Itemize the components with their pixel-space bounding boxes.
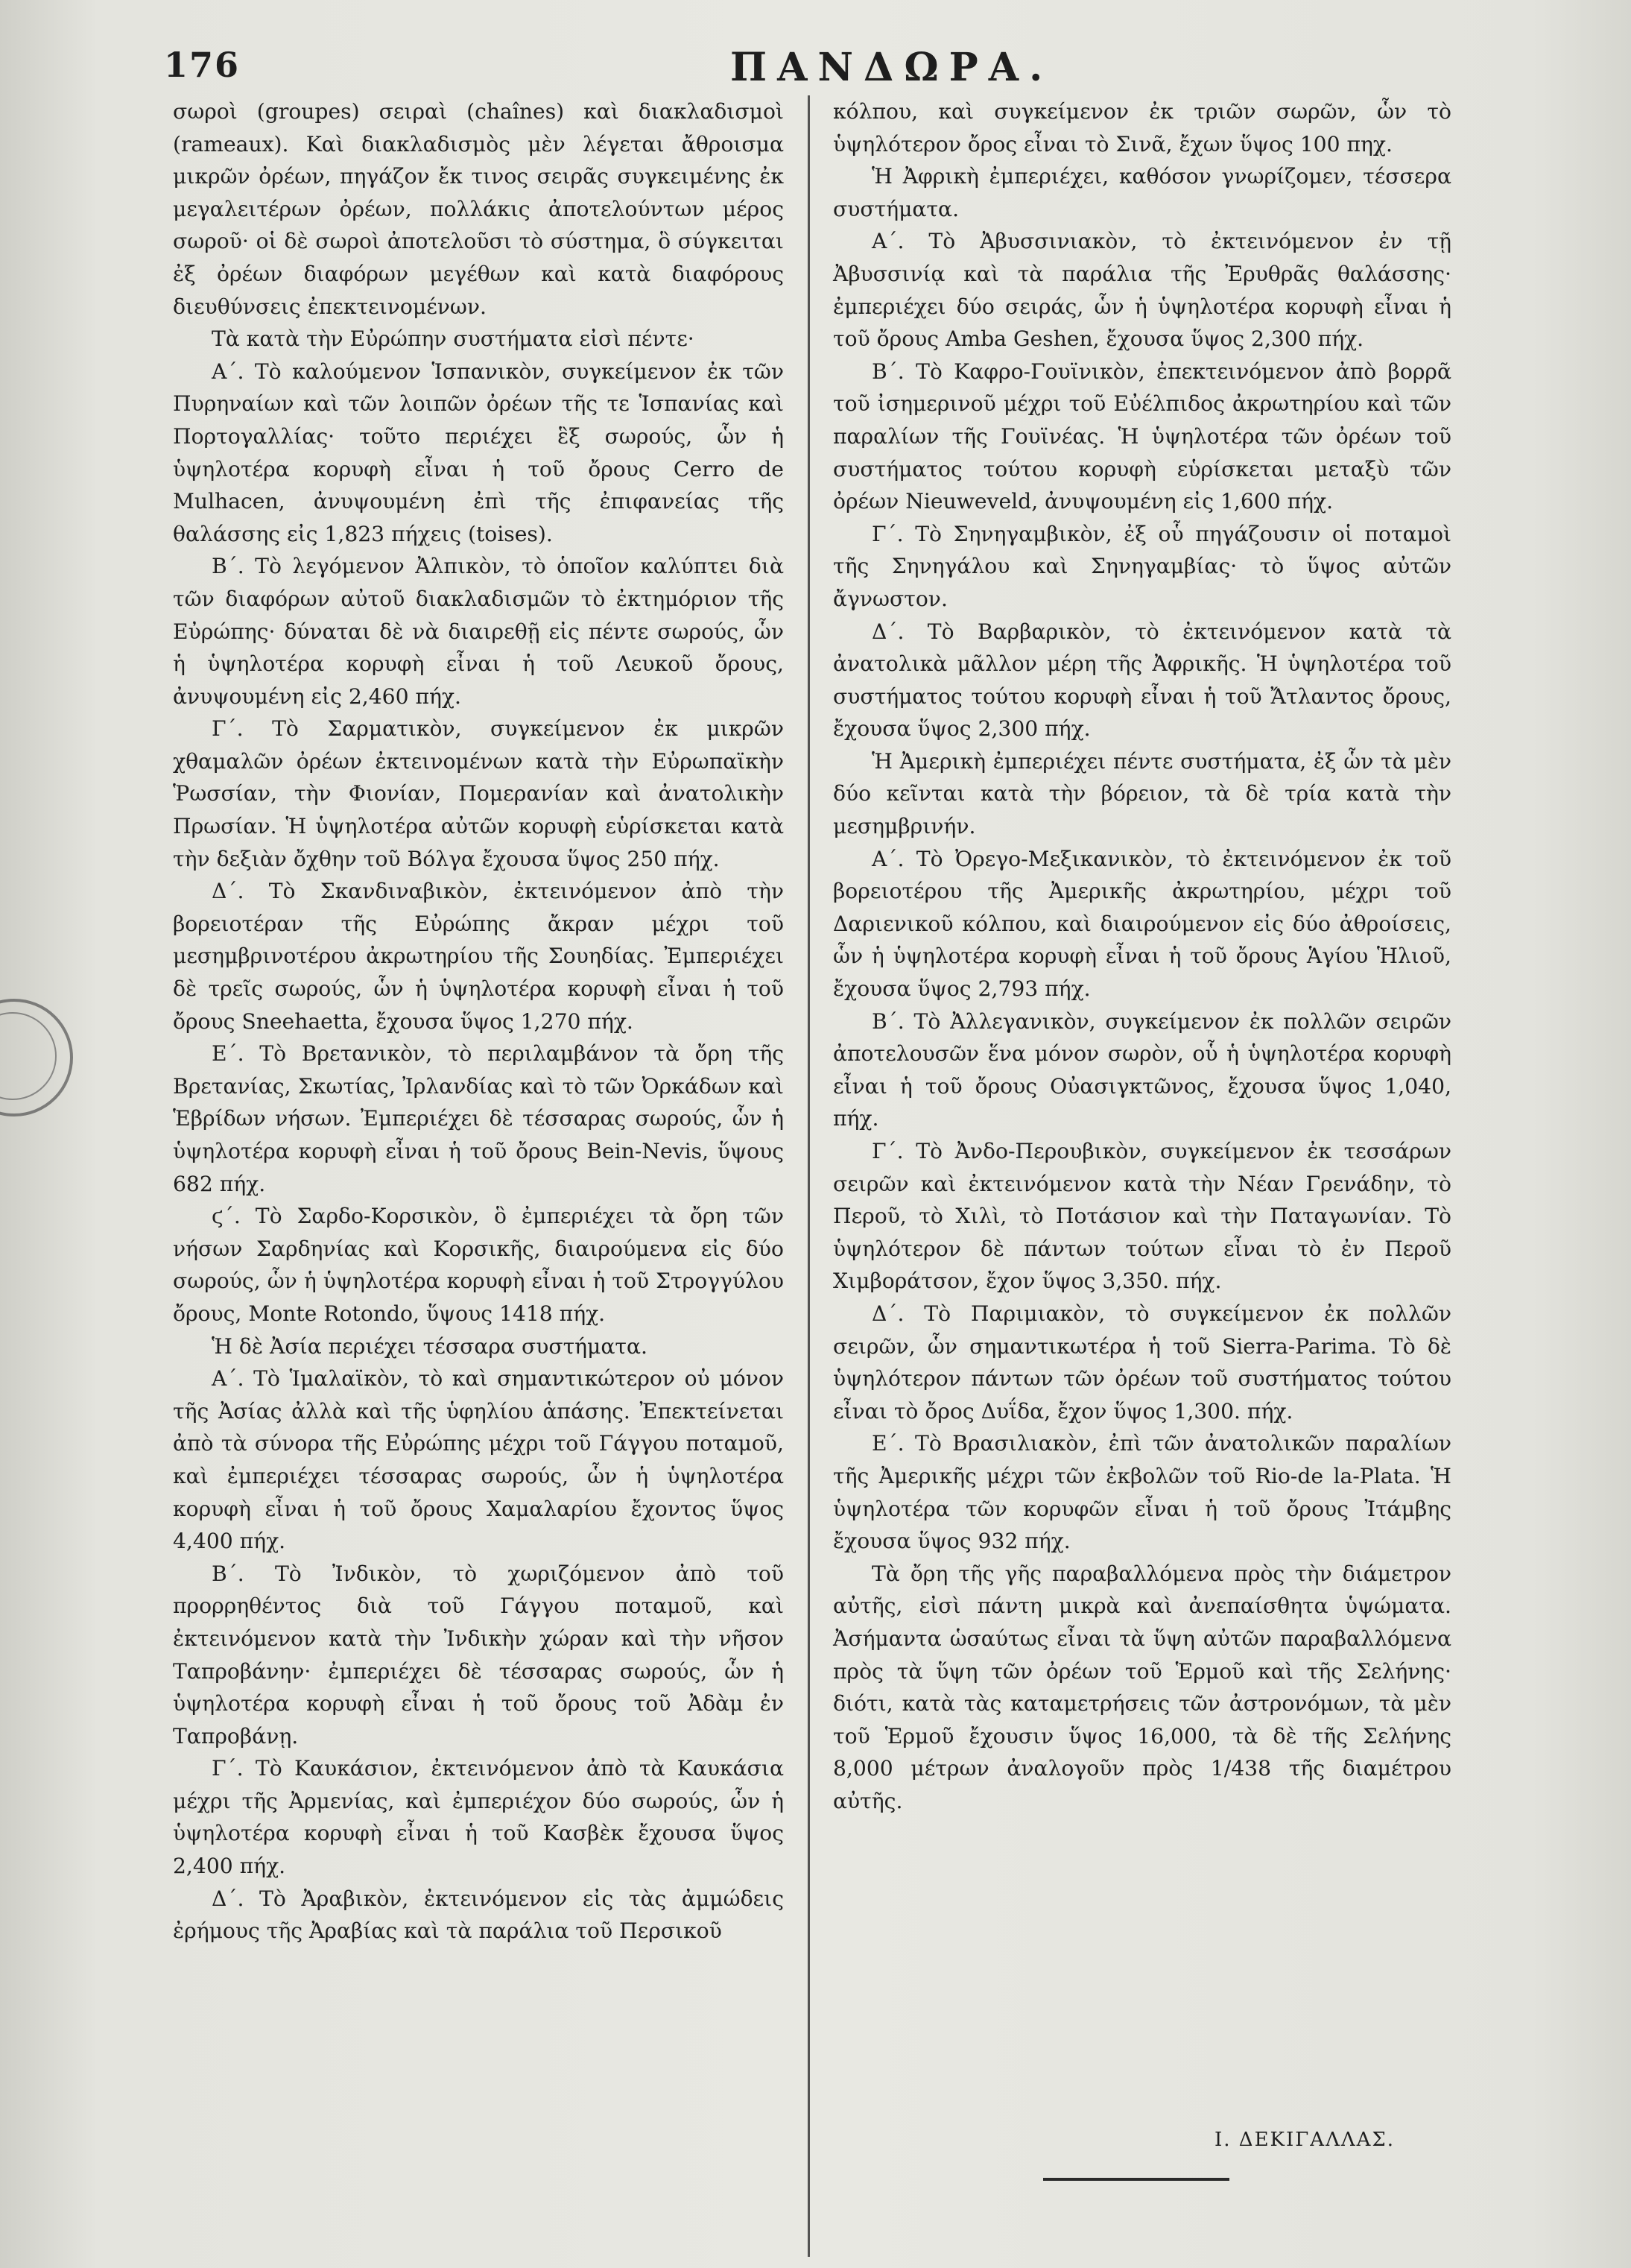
paragraph: Γ΄. Τὸ Σηνηγαμβικὸν, ἐξ οὗ πηγάζουσιν οἱ ποταμοὶ τῆς Σηνηγάλου καὶ Σηνηγαμβίας· τὸ ὕψος αὐτῶν ἄγνωστον. [833, 521, 1451, 611]
paragraph: Δ΄. Τὸ Παριμιακὸν, τὸ συγκείμενον ἐκ πολλῶν σειρῶν, ὧν σημαντικωτέρα ἡ τοῦ Sierra-Parima. Τὸ δὲ ὑψηλότερον πάντων τῶν ὀρέων τοῦ συστήματος τούτου εἶναι τὸ ὄρος Δυΐδα, ἔχον ὕψος 1,300. πήχ. [833, 1301, 1451, 1424]
paragraph: Γ΄. Τὸ Ἀνδο-Περουβικὸν, συγκείμενον ἐκ τεσσάρων σειρῶν καὶ ἐκτεινόμενον κατὰ τὴν Νέαν Γρενάδην, τὸ Περοῦ, τὸ Χιλὶ, τὸ Ποτάσιον καὶ τὴν Παταγωνίαν. Τὸ ὑψηλότερον δὲ πάντων τούτων εἶναι τὸ ἐν Περοῦ Χιμβοράτσον, ἔχον ὕψος 3,350. πήχ. [833, 1139, 1451, 1294]
paragraph: Δ΄. Τὸ Σκανδιναβικὸν, ἐκτεινόμενον ἀπὸ τὴν βορειοτέραν τῆς Εὐρώπης ἄκραν μέχρι τοῦ μεσημβρινοτέρου ἀκρωτηρίου τῆς Σουηδίας. Ἐμπεριέχει δὲ τρεῖς σωρούς, ὧν ἡ ὑψηλοτέρα κορυφὴ εἶναι ἡ τοῦ ὄρους Sneehaetta, ἔχουσα ὕψος 1,270 πήχ. [173, 879, 784, 1034]
paragraph: Γ΄. Τὸ Σαρματικὸν, συγκείμενον ἐκ μικρῶν χθαμαλῶν ὀρέων ἐκτεινομένων κατὰ τὴν Εὐρωπαϊκὴν Ῥωσσίαν, τὴν Φιονίαν, Πομερανίαν καὶ ἀνατολικὴν Πρωσίαν. Ἡ ὑψηλοτέρα αὐτῶν κορυφὴ εὑρίσκεται κατὰ τὴν δεξιὰν ὄχθην τοῦ Βόλγα ἔχουσα ὕψος 250 πήχ. [173, 716, 784, 871]
paragraph: σωροὶ (groupes) σειραὶ (chaînes) καὶ διακλαδισμοὶ (rameaux). Καὶ διακλαδισμὸς μὲν λέγεται ἄθροισμα μικρῶν ὀρέων, πηγάζον ἔκ τινος σειρᾶς συγκειμένης ἐκ μεγαλειτέρων ὀρέων, πολλάκις ἀποτελούντων μέρος σωροῦ· οἱ δὲ σωροὶ ἀποτελοῦσι τὸ σύστημα, ὃ σύγκειται ἐξ ὀρέων διαφόρων μεγέθων καὶ κατὰ διαφόρους διευθύνσεις ἐπεκτεινομένων. [173, 99, 784, 319]
author-signature: Ι. ΔΕΚΙΓΑΛΛΑΣ. [1214, 2129, 1396, 2151]
paragraph: Ἡ Ἀφρικὴ ἐμπεριέχει, καθόσον γνωρίζομεν, τέσσερα συστήματα. [833, 164, 1451, 221]
right-column [833, 95, 1451, 1817]
page-header [164, 45, 1565, 97]
paragraph: Β΄. Τὸ Ἰνδικὸν, τὸ χωριζόμενον ἀπὸ τοῦ προρρηθέντος διὰ τοῦ Γάγγου ποταμοῦ, καὶ ἐκτεινόμενον κατὰ τὴν Ἰνδικὴν χώραν καὶ τὴν νῆσον Ταπροβάνην· ἐμπεριέχει δὲ τέσσαρας σωρούς, ὧν ἡ ὑψηλοτέρα κορυφὴ εἶναι ἡ τοῦ ὄρους τοῦ Ἀδὰμ ἐν Ταπροβάνῃ. [173, 1561, 784, 1749]
paragraph: Β΄. Τὸ Καφρο-Γουϊνικὸν, ἐπεκτεινόμενον ἀπὸ βορρᾶ τοῦ ἰσημερινοῦ μέχρι τοῦ Εὐέλπιδος ἀκρωτηρίου καὶ τῶν παραλίων τῆς Γουϊνέας. Ἡ ὑψηλοτέρα τῶν ὀρέων τοῦ συστήματος τούτου κορυφὴ εὑρίσκεται μεταξὺ τῶν ὀρέων Nieuweveld, ἀνυψουμένη εἰς 1,600 πήχ. [833, 358, 1451, 514]
paragraph: ϛ΄. Τὸ Σαρδο-Κορσικὸν, ὃ ἐμπεριέχει τὰ ὄρη τῶν νήσων Σαρδηνίας καὶ Κορσικῆς, διαιρούμενα εἰς δύο σωρούς, ὧν ἡ ὑψηλοτέρα κορυφὴ εἶναι ἡ τοῦ Στρογγύλου ὄρους, Monte Rotondo, ὕψους 1418 πήχ. [173, 1204, 784, 1326]
paragraph: Δ΄. Τὸ Βαρβαρικὸν, τὸ ἐκτεινόμενον κατὰ τὰ ἀνατολικὰ μᾶλλον μέρη τῆς Ἀφρικῆς. Ἡ ὑψηλοτέρα τοῦ συστήματος τούτου κορυφὴ εἶναι ἡ τοῦ Ἄτλαντος ὄρους, ἔχουσα ὕψος 2,300 πήχ. [833, 619, 1451, 742]
page-number: 176 [164, 45, 241, 85]
running-title: ΠΑΝΔΩΡΑ. [730, 45, 1054, 90]
paragraph: Α΄. Τὸ Ὀρεγο-Μεξικανικὸν, τὸ ἐκτεινόμενον ἐκ τοῦ βορειοτέρου τῆς Ἀμερικῆς ἀκρωτηρίου, μέχρι τοῦ Δαριενικοῦ κόλπου, καὶ διαιρούμενον εἰς δύο ἀθροίσεις, ὧν ἡ ὑψηλοτέρα κορυφὴ εἶναι ἡ τοῦ ὄρους Ἁγίου Ἡλιοῦ, ἔχουσα ὕψος 2,793 πήχ. [833, 846, 1451, 1002]
paragraph: Δ΄. Τὸ Ἀραβικὸν, ἐκτεινόμενον εἰς τὰς ἀμμώδεις ἐρήμους τῆς Ἀραβίας καὶ τὰ παράλια τοῦ Περσικοῦ [173, 1886, 784, 1944]
column-divider [808, 95, 810, 2257]
paragraph: Β΄. Τὸ Ἀλλεγανικὸν, συγκείμενον ἐκ πολλῶν σειρῶν ἀποτελουσῶν ἕνα μόνον σωρὸν, οὗ ἡ ὑψηλοτέρα κορυφὴ εἶναι ἡ τοῦ ὄρους Οὐασιγκτῶνος, ἔχουσα ὕψος 1,040, πήχ. [833, 1008, 1451, 1131]
paragraph: Α΄. Τὸ Ἱμαλαϊκὸν, τὸ καὶ σημαντικώτερον οὐ μόνον τῆς Ἀσίας ἀλλὰ καὶ τῆς ὑφηλίου ἁπάσης. Ἐπεκτείνεται ἀπὸ τὰ σύνορα τῆς Εὐρώπης μέχρι τοῦ Γάγγου ποταμοῦ, καὶ ἐμπεριέχει τέσσαρας σωρούς, ὧν ἡ ὑψηλοτέρα κορυφὴ εἶναι ἡ τοῦ ὄρους Χαμαλαρίου ἔχοντος ὕψος 4,400 πήχ. [173, 1366, 784, 1554]
paragraph: Α΄. Τὸ Ἀβυσσινιακὸν, τὸ ἐκτεινόμενον ἐν τῇ Ἀβυσσινίᾳ καὶ τὰ παράλια τῆς Ἐρυθρᾶς θαλάσσης· ἐμπεριέχει δύο σειράς, ὧν ἡ ὑψηλοτέρα κορυφὴ εἶναι ἡ τοῦ ὄρους Amba Geshen, ἔχουσα ὕψος 2,300 πήχ. [833, 229, 1451, 352]
paragraph: Ε΄. Τὸ Βρετανικὸν, τὸ περιλαμβάνον τὰ ὄρη τῆς Βρετανίας, Σκωτίας, Ἰρλανδίας καὶ τὸ τῶν Ὀρκάδων καὶ Ἑβρίδων νήσων. Ἐμπεριέχει δὲ τέσσαρας σωρούς, ὧν ἡ ὑψηλοτέρα κορυφὴ εἶναι ἡ τοῦ ὄρους Bein-Nevis, ὕψους 682 πήχ. [173, 1041, 784, 1196]
paragraph: Τὰ ὄρη τῆς γῆς παραβαλλόμενα πρὸς τὴν διάμετρον αὐτῆς, εἰσὶ πάντη μικρὰ καὶ ἀνεπαίσθητα ὑψώματα. Ἀσήμαντα ὡσαύτως εἶναι τὰ ὕψη αὐτῶν παραβαλλόμενα πρὸς τὰ ὕψη τῶν ὀρέων τοῦ Ἑρμοῦ καὶ τῆς Σελήνης· διότι, κατὰ τὰς καταμετρήσεις τῶν ἀστρονόμων, τὰ μὲν τοῦ Ἑρμοῦ ἔχουσιν ὕψος 16,000, τὰ δὲ τῆς Σελήνης 8,000 μέτρων ἀναλογοῦν πρὸς 1/438 τῆς διαμέτρου αὐτῆς. [833, 1561, 1451, 1813]
library-stamp [0, 999, 73, 1116]
paragraph: Β΄. Τὸ λεγόμενον Ἀλπικὸν, τὸ ὁποῖον καλύπτει διὰ τῶν διαφόρων αὐτοῦ διακλαδισμῶν τὸ ἐκτημόριον τῆς Εὐρώπης· δύναται δὲ νὰ διαιρεθῇ εἰς πέντε σωρούς, ὧν ἡ ὑψηλοτέρα κορυφὴ εἶναι ἡ τοῦ Λευκοῦ ὄρους, ἀνυψουμένη εἰς 2,460 πήχ. [173, 554, 784, 709]
end-rule [1043, 2178, 1229, 2181]
left-column [173, 95, 784, 1948]
paragraph: Ε΄. Τὸ Βρασιλιακὸν, ἐπὶ τῶν ἀνατολικῶν παραλίων τῆς Ἀμερικῆς μέχρι τῶν ἐκβολῶν τοῦ Rio-de la-Plata. Ἡ ὑψηλοτέρα τῶν κορυφῶν εἶναι ἡ τοῦ ὄρους Ἰτάμβης ἔχουσα ὕψος 932 πήχ. [833, 1431, 1451, 1554]
paragraph: Ἡ Ἀμερικὴ ἐμπεριέχει πέντε συστήματα, ἐξ ὧν τὰ μὲν δύο κεῖνται κατὰ τὴν βόρειον, τὰ δὲ τρία κατὰ τὴν μεσημβρινήν. [833, 748, 1451, 839]
paragraph: κόλπου, καὶ συγκείμενον ἐκ τριῶν σωρῶν, ὧν τὸ ὑψηλότερον ὄρος εἶναι τὸ Σινᾶ, ἔχων ὕψος 100 πηχ. [833, 99, 1451, 157]
paragraph: Τὰ κατὰ τὴν Εὐρώπην συστήματα εἰσὶ πέντε· [212, 326, 694, 352]
paragraph: Γ΄. Τὸ Καυκάσιον, ἐκτεινόμενον ἀπὸ τὰ Καυκάσια μέχρι τῆς Ἀρμενίας, καὶ ἐμπεριέχον δύο σωρούς, ὧν ἡ ὑψηλοτέρα κορυφὴ εἶναι ἡ τοῦ Κασβὲκ ἔχουσα ὕψος 2,400 πήχ. [173, 1756, 784, 1879]
paragraph: Α΄. Τὸ καλούμενον Ἱσπανικὸν, συγκείμενον ἐκ τῶν Πυρηναίων καὶ τῶν λοιπῶν ὀρέων τῆς τε Ἱσπανίας καὶ Πορτογαλλίας· τοῦτο περιέχει ἓξ σωρούς, ὧν ἡ ὑψηλοτέρα κορυφὴ εἶναι ἡ τοῦ ὄρους Cerro de Mulhacen, ἀνυψουμένη ἐπὶ τῆς ἐπιφανείας τῆς θαλάσσης εἰς 1,823 πήχεις (toises). [173, 358, 784, 546]
paragraph: Ἡ δὲ Ἀσία περιέχει τέσσαρα συστήματα. [212, 1333, 648, 1359]
